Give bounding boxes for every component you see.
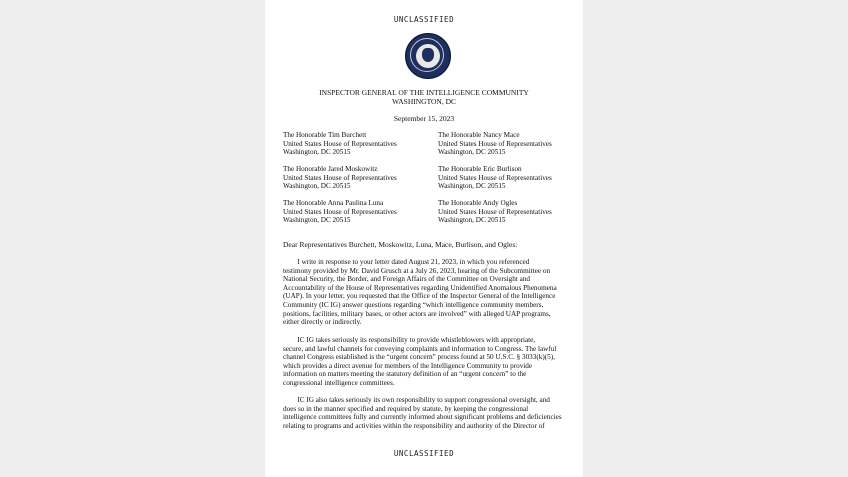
paragraph-line: I write in response to your letter dated August 21, 2023, in which you referenced bbox=[283, 258, 530, 266]
paragraph-line: channel Congress established is the “urgent concern” process found at 50 U.S.C. § 3033(k)(5), bbox=[283, 353, 555, 362]
classification-header: UNCLASSIFIED bbox=[393, 15, 455, 24]
recipient-address bbox=[438, 131, 583, 157]
paragraph-line: relating to programs and activities within the responsibility and authority of the Director of bbox=[283, 421, 545, 430]
recipient-name: The Honorable Andy Ogles bbox=[438, 199, 518, 207]
recipient-address bbox=[283, 199, 433, 225]
paragraph-line: either directly or indirectly. bbox=[283, 318, 362, 327]
body-paragraph-2 bbox=[283, 336, 581, 388]
recipient-city: Washington, DC 20515 bbox=[283, 216, 351, 225]
body-paragraph-3 bbox=[283, 396, 581, 430]
recipient-org: United States House of Representatives bbox=[283, 207, 397, 216]
paragraph-line: secure, and lawful channels for conveying complaints and information to Congress. The lawful bbox=[283, 344, 557, 353]
recipient-city: Washington, DC 20515 bbox=[283, 182, 351, 191]
paragraph-line: information on matters meeting the statutory definition of an “urgent concern” to the bbox=[283, 370, 527, 379]
agency-name: INSPECTOR GENERAL OF THE INTELLIGENCE COMMUNITY bbox=[319, 88, 529, 97]
paragraph-line: IC IG takes seriously its responsibility to provide whistleblowers with appropriate, bbox=[283, 336, 536, 344]
recipient-address bbox=[438, 199, 583, 225]
paragraph-line: does so in the manner specified and required by statute, by keeping the congressional bbox=[283, 404, 529, 413]
paragraph-line: positions, facilities, military bases, or other actors are involved” with alleged UAP programs, bbox=[283, 309, 551, 318]
paragraph-line: Accountability of the House of Representatives regarding Unidentified Anomalous Phenomena bbox=[283, 283, 557, 292]
paragraph-line: which provides a direct avenue for members of the Intelligence Community to provide bbox=[283, 361, 533, 370]
recipient-name: The Honorable Tim Burchett bbox=[283, 131, 367, 139]
paragraph-line: testimony provided by Mr. David Grusch at a July 26, 2023, hearing of the Subcommittee on bbox=[283, 266, 551, 275]
recipient-address bbox=[283, 165, 433, 191]
recipient-name: The Honorable Jared Moskowitz bbox=[283, 165, 378, 173]
recipient-city: Washington, DC 20515 bbox=[438, 216, 506, 225]
ic-ig-seal bbox=[405, 33, 451, 79]
recipient-city: Washington, DC 20515 bbox=[283, 148, 351, 157]
paragraph-line: IC IG also takes seriously its own responsibility to support congressional oversight, and bbox=[283, 396, 550, 404]
salutation: Dear Representatives Burchett, Moskowitz, Luna, Mace, Burlison, and Ogles: bbox=[283, 240, 518, 249]
recipient-org: United States House of Representatives bbox=[438, 207, 552, 216]
recipient-name: The Honorable Nancy Mace bbox=[438, 131, 520, 139]
letter-page bbox=[265, 0, 583, 477]
paragraph-line: intelligence committees fully and currently informed about significant problems and deficiencies bbox=[283, 413, 562, 422]
recipient-city: Washington, DC 20515 bbox=[438, 148, 506, 157]
recipient-org: United States House of Representatives bbox=[283, 173, 397, 182]
recipient-org: United States House of Representatives bbox=[438, 139, 552, 148]
recipient-name: The Honorable Eric Burlison bbox=[438, 165, 522, 173]
paragraph-line: National Security, the Border, and Foreign Affairs of the Committee on Oversight and bbox=[283, 275, 531, 284]
paragraph-line: congressional intelligence committees. bbox=[283, 378, 395, 387]
recipient-org: United States House of Representatives bbox=[283, 139, 397, 148]
letter-date: September 15, 2023 bbox=[393, 114, 455, 123]
body-paragraph-1 bbox=[283, 258, 581, 327]
recipient-address bbox=[438, 165, 583, 191]
recipient-org: United States House of Representatives bbox=[438, 173, 552, 182]
paragraph-line: Community (IC IG) answer questions regarding “which intelligence community members, bbox=[283, 300, 544, 309]
agency-location: WASHINGTON, DC bbox=[391, 97, 457, 106]
recipient-city: Washington, DC 20515 bbox=[438, 182, 506, 191]
recipient-name: The Honorable Anna Paulina Luna bbox=[283, 199, 384, 207]
classification-footer: UNCLASSIFIED bbox=[393, 449, 455, 458]
paragraph-line: (UAP). In your letter, you requested that the Office of the Inspector General of the Intelligence bbox=[283, 292, 556, 301]
recipient-address bbox=[283, 131, 433, 157]
eagle-emblem bbox=[422, 48, 434, 62]
